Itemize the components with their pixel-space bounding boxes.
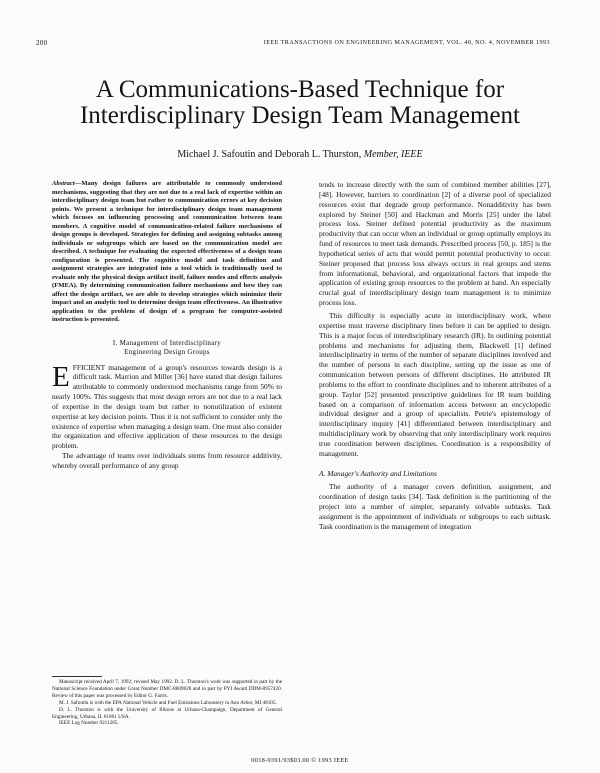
page-number: 200 [36,39,48,47]
right-paragraph-1: tends to increase directly with the sum of combined member abilities [27], [48]. However, barriers to coordination [2] of a diverse pool of specialized resources exist that degrade group performance. Nonadditivity has been explored by Steiner [50] and Hackman and Morris [25] under the label process loss. Steiner defined potential productivity as the maximum productivity that can occur when an individual or group optimally employs its fund of resources to meet task demands. Prescribed process [50, p. 185] is the hypothetical series of acts that would permit potential productivity to occur. Steiner proposed that process loss always occurs in real groups and stems from informational, behavioral, and organizational factors that impede the application of existing group resources to the problem at hand. An especially crucial goal of interdisciplinary design team management is to minimize process loss. [319,180,551,308]
section-heading [52,339,282,357]
footnote-manuscript: Manuscript received April 7, 1992; revised May 1992. D. L. Thurston's work was supported in part by the National Science Foundation under Grant Number DMC-8809828 and in part by PYI Award DDM-8957420. Review of this paper was processed by Editor G. Farris. [52,679,282,699]
right-column [319,180,551,532]
author-line [60,149,540,160]
subsection-heading: A. Manager's Authority and Limitations [319,468,437,478]
abstract-label: Abstract [52,180,75,187]
left-column [52,180,282,471]
section-heading-line1: I. Management of Interdisciplinary [112,338,222,347]
section-heading-line2: Engineering Design Groups [124,347,210,356]
right-paragraph-3: The authority of a manager covers definition, assignment, and coordination of design tasks [34]. Task definition is the partitioning of the project into a number of simpler, separately solvable subtasks. Task assignment is the appointment of individuals or subgroups to each subtask. Task coordination is the management of integration [319,482,551,531]
abstract-text: —Many design failures are attributable to commonly understood mechanisms, suggesting that they are not due to a real lack of expertise within an interdisciplinary design team but rather to communication errors at key decision points. We present a technique for interdisciplinary design team management which focuses on influencing processing and communication between team members. A cognitive model of communication-related failure mechanisms of design groups is developed. Strategies for defining and assigning subtasks among individuals or subgroups which are based on the communication model are described. A technique for evaluating the expected effectiveness of a design team configuration is presented. The cognitive model and task definition and assignment strategies are integrated into a tool which is traditionally used to evaluate only the physical design artifact itself, failure modes and effects analysis (FMEA). By determining communication failure mechanisms and how they can affect the design artifact, we are able to develop strategies which minimize their impact and an analytic tool to determine design team effectiveness. An illustrative application to the problem of design of a program for computer-assisted instruction is presented. [52,180,282,323]
footnote-author2: D. L. Thurston is with the University of Illinois at Urbana-Champaign, Department of General Engineering, Urbana, IL 61801 USA. [52,706,282,720]
copyright-line: 0018-9391/93$03.00 © 1993 IEEE [251,757,349,764]
author-names: Michael J. Safoutin and Deborah L. Thurston, [177,149,362,160]
section1-paragraph-1 [52,360,282,452]
abstract [52,180,282,325]
section1-paragraph-2: The advantage of teams over individuals stems from resource additivity, whereby overall performance of any group [52,451,282,470]
right-paragraph-2: This difficulty is especially acute in interdisciplinary work, where expertise must traverse disciplinary lines before it can be applied to design. This is a major focus of interdisciplinary research (IR). In outlining potential problems and mechanisms for adjusting them, Blackwell [1] defined interdisciplinarity in terms of the number of separate disciplines involved and the number of persons in each discipline, setting up the issue as one of communication between persons of different disciplines. He attributed IR problems to the effort to coordinate disciplines and to inherent attributes of a group. Taylor [52] presented prescriptive guidelines for IR team building based on a comparison of information access between an encyclopedic individual designer and a group of specialists. Petrie's epistemology of interdisciplinary inquiry [41] differentiated between interdisciplinary and multidisciplinary work by observing that only interdisciplinary work requires true coordination between disciplines. Coordination is a responsibility of management. [319,310,551,458]
drop-cap: E [52,360,70,393]
author-membership: Member, IEEE [363,149,423,160]
section1-paragraph-1-text: FFICIENT management of a group's resources towards design is a difficult task. Marrion and Miller [36] have stated that design failures attributable to commonly understood mechanisms range from 50% to nearly 100%. This suggests that most design errors are not due to a real lack of expertise in the design team but rather to nonutilization of existent expertise at key decision points. Thus it is not sufficient to consider only the existence of expertise when managing a design team. One must also consider the organization and effective application of these resources to the design problem. [52,362,282,451]
footnote-log-number: IEEE Log Number 9211285. [59,720,119,727]
footnote-rule [52,676,102,677]
paper-title: A Communications-Based Technique for Interdisciplinary Design Team Management [79,75,520,129]
footnote [52,679,282,727]
journal-header: IEEE TRANSACTIONS ON ENGINEERING MANAGEMENT, VOL. 40, NO. 4, NOVEMBER 1993 [263,39,550,46]
footnote-author1: M. J. Safoutin is with the EPA National Vehicle and Fuel Emissions Laboratory in Ann Arbor, MI 48105. [59,699,277,706]
